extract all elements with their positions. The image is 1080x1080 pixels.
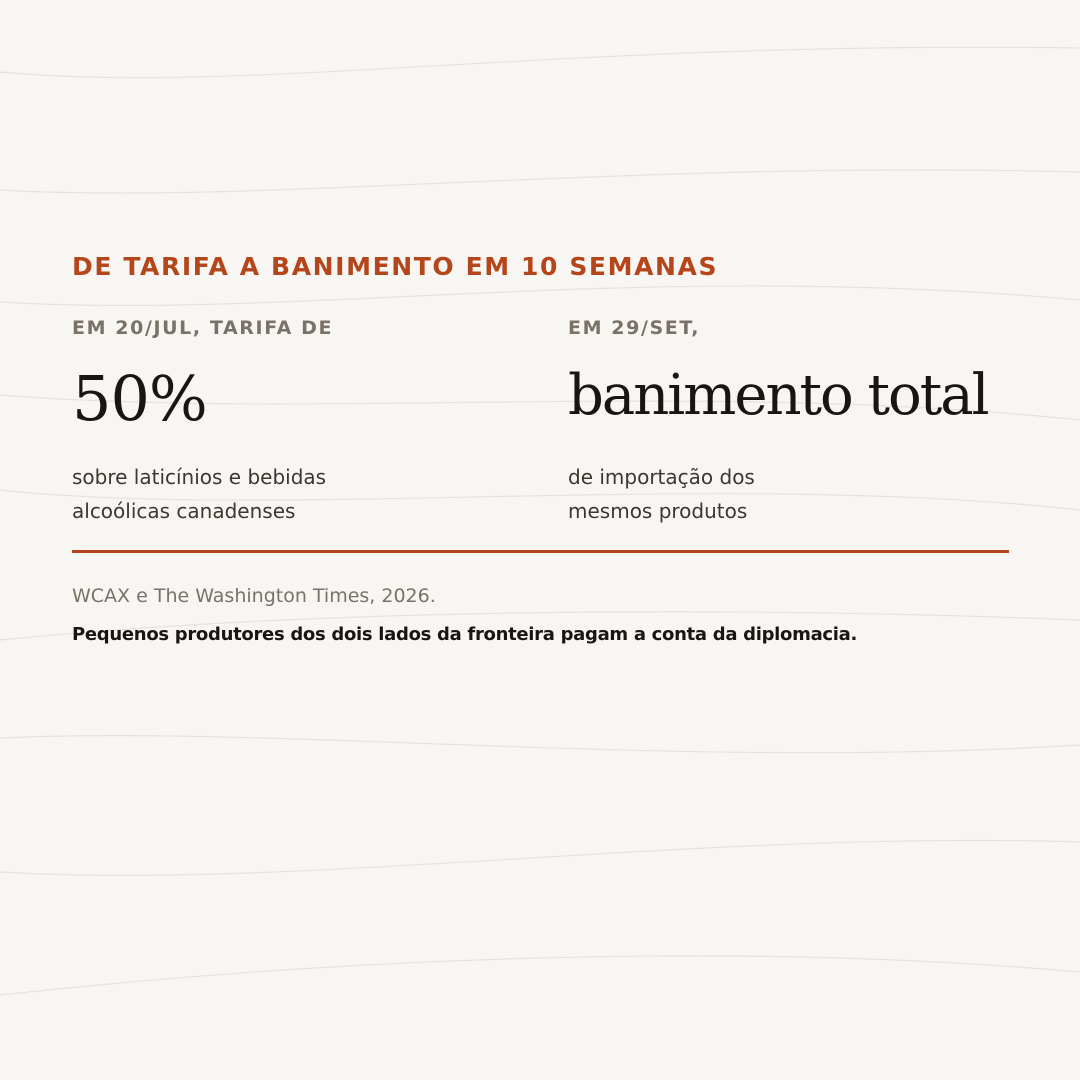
left-column [72, 316, 552, 528]
left-description-line: alcoólicas canadenses [72, 499, 296, 523]
left-big-value: 50% [72, 362, 207, 435]
comparison-columns [72, 316, 1012, 542]
right-big-value: banimento total [568, 363, 988, 428]
wave-line [0, 956, 1080, 995]
right-column [568, 316, 1038, 528]
kicker-headline: DE TARIFA A BANIMENTO EM 10 SEMANAS [72, 252, 719, 281]
tagline: Pequenos produtores dos dois lados da fronteira pagam a conta da diplomacia. [72, 624, 858, 645]
source-credit: WCAX e The Washington Times, 2026. [72, 585, 436, 607]
right-description [568, 460, 1038, 528]
wave-line [0, 736, 1080, 753]
left-description [72, 460, 552, 528]
right-description-line: de importação dos [568, 465, 755, 489]
divider-rule [72, 550, 1009, 553]
wave-line [0, 47, 1080, 77]
right-label: EM 29/SET, [568, 317, 701, 339]
right-description-line: mesmos produtos [568, 499, 748, 523]
wave-line [0, 170, 1080, 193]
left-label: EM 20/JUL, TARIFA DE [72, 317, 334, 339]
content [72, 252, 1012, 647]
left-description-line: sobre laticínios e bebidas [72, 465, 327, 489]
wave-line [0, 840, 1080, 875]
